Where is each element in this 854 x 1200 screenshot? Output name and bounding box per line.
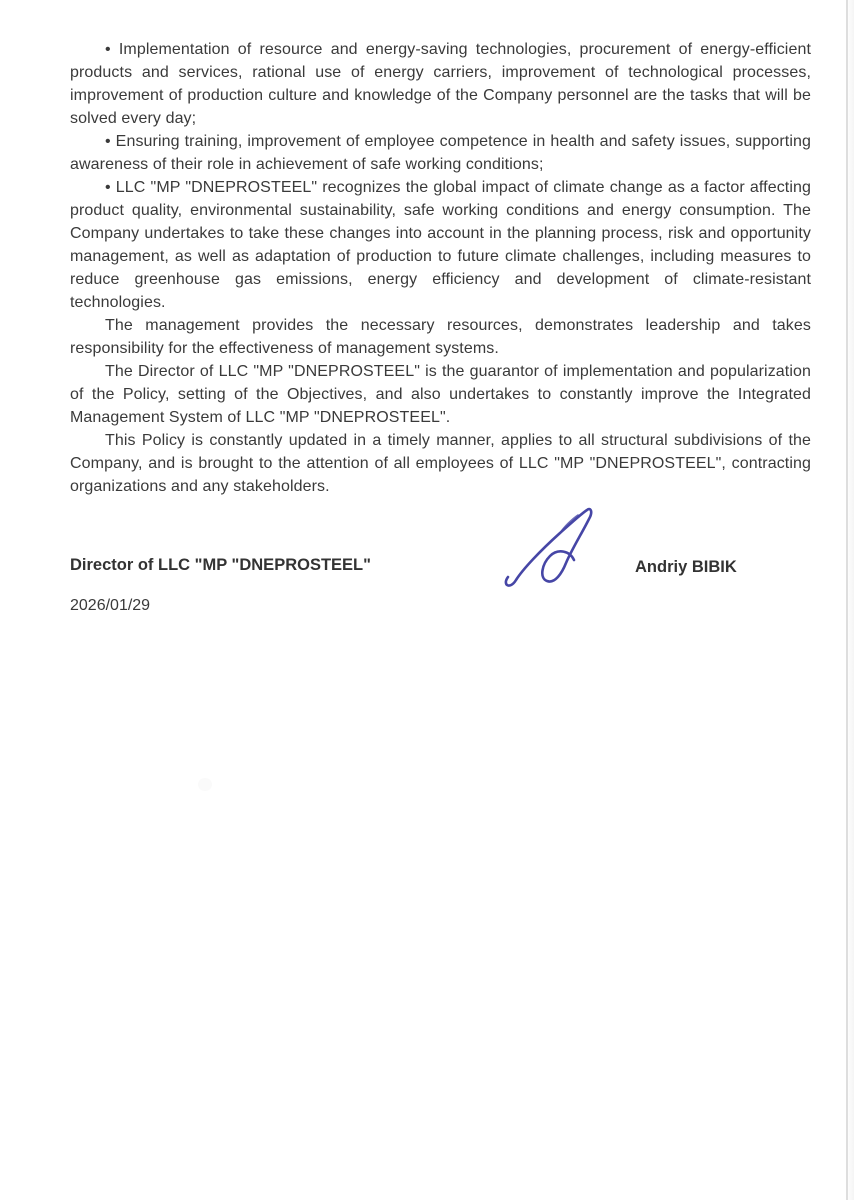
paragraph: • Ensuring training, improvement of employee competence in health and safety issues, supporting awareness of their role in achievement of safe working conditions; — [70, 133, 811, 173]
director-role-label: Director of LLC "MP "DNEPROSTEEL" — [70, 556, 371, 574]
scan-edge-line — [846, 0, 848, 1200]
paragraph: • Implementation of resource and energy-saving technologies, procurement of energy-efficient products and services, rational use of energy carriers, improvement of technological processes, improvement of production culture and knowledge of the Company personnel are the tasks that will be solved every day; — [70, 41, 811, 127]
scan-smudge-mark — [198, 778, 212, 791]
signature-date: 2026/01/29 — [70, 597, 151, 614]
paragraph: This Policy is constantly updated in a timely manner, applies to all structural subdivisions of the Company, and is brought to the attention of all employees of LLC "MP "DNEPROSTEEL", contracting organizations and any stakeholders. — [70, 432, 811, 495]
document-body — [70, 38, 811, 498]
handwritten-signature-icon — [498, 505, 608, 595]
signee-name: Andriy BIBIK — [635, 558, 737, 576]
paragraph: • LLC "MP "DNEPROSTEEL" recognizes the global impact of climate change as a factor affecting product quality, environmental sustainability, safe working conditions and energy consumption. The Company undertakes to take these changes into account in the planning process, risk and opportunity management, as well as adaptation of production to future climate challenges, including measures to reduce greenhouse gas emissions, energy efficiency and development of climate-resistant technologies. — [70, 179, 811, 311]
paragraph: The Director of LLC "MP "DNEPROSTEEL" is the guarantor of implementation and popularization of the Policy, setting of the Objectives, and also undertakes to constantly improve the Integrated Management System of LLC "MP "DNEPROSTEEL". — [70, 363, 811, 426]
paragraph: The management provides the necessary resources, demonstrates leadership and takes responsibility for the effectiveness of management systems. — [70, 317, 811, 357]
